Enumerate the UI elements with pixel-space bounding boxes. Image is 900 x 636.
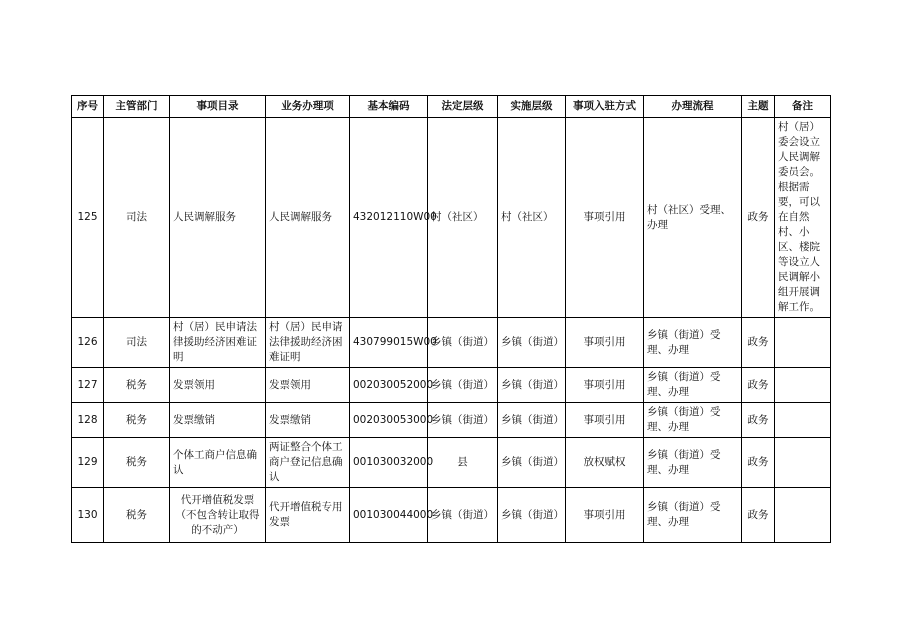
cell-code: 002030052000 [350,368,428,403]
header-item: 业务办理项 [266,96,350,118]
cell-item: 村（居）民申请法律援助经济困难证明 [266,318,350,368]
cell-process: 乡镇（街道）受理、办理 [644,488,742,543]
cell-seq: 127 [72,368,104,403]
cell-dept: 税务 [104,403,170,438]
cell-process: 乡镇（街道）受理、办理 [644,403,742,438]
cell-impl-level: 乡镇（街道） [498,438,566,488]
cell-process: 乡镇（街道）受理、办理 [644,368,742,403]
cell-remark [775,488,831,543]
cell-impl-level: 乡镇（街道） [498,488,566,543]
header-legal-level: 法定层级 [428,96,498,118]
cell-catalog: 人民调解服务 [170,118,266,318]
header-process: 办理流程 [644,96,742,118]
cell-seq: 126 [72,318,104,368]
cell-entry-mode: 事项引用 [566,318,644,368]
cell-process: 乡镇（街道）受理、办理 [644,438,742,488]
cell-legal-level: 乡镇（街道） [428,488,498,543]
cell-process: 乡镇（街道）受理、办理 [644,318,742,368]
cell-code: 432012110W00 [350,118,428,318]
cell-theme: 政务 [742,403,775,438]
cell-theme: 政务 [742,368,775,403]
cell-impl-level: 乡镇（街道） [498,368,566,403]
cell-entry-mode: 事项引用 [566,488,644,543]
cell-seq: 129 [72,438,104,488]
header-row [72,96,831,118]
table-row [72,118,831,318]
cell-impl-level: 乡镇（街道） [498,403,566,438]
cell-entry-mode: 事项引用 [566,403,644,438]
cell-code: 430799015W00 [350,318,428,368]
cell-remark [775,318,831,368]
table-row [72,403,831,438]
cell-legal-level: 乡镇（街道） [428,403,498,438]
cell-remark [775,403,831,438]
table-row [72,438,831,488]
cell-remark [775,368,831,403]
header-impl-level: 实施层级 [498,96,566,118]
table-row [72,318,831,368]
cell-dept: 司法 [104,318,170,368]
cell-legal-level: 村（社区） [428,118,498,318]
cell-dept: 税务 [104,438,170,488]
cell-seq: 128 [72,403,104,438]
cell-theme: 政务 [742,118,775,318]
cell-dept: 司法 [104,118,170,318]
cell-catalog: 村（居）民申请法律援助经济困难证明 [170,318,266,368]
cell-legal-level: 县 [428,438,498,488]
items-table [71,95,831,543]
table-row [72,368,831,403]
cell-legal-level: 乡镇（街道） [428,368,498,403]
cell-item: 发票缴销 [266,403,350,438]
cell-item: 人民调解服务 [266,118,350,318]
cell-legal-level: 乡镇（街道） [428,318,498,368]
cell-impl-level: 乡镇（街道） [498,318,566,368]
header-code: 基本编码 [350,96,428,118]
cell-impl-level: 村（社区） [498,118,566,318]
table-row [72,488,831,543]
cell-entry-mode: 事项引用 [566,368,644,403]
cell-seq: 125 [72,118,104,318]
cell-code: 001030044000 [350,488,428,543]
cell-item: 代开增值税专用发票 [266,488,350,543]
cell-catalog: 发票缴销 [170,403,266,438]
cell-entry-mode: 事项引用 [566,118,644,318]
cell-remark: 村（居）委会设立人民调解委员会。根据需要，可以在自然村、小区、楼院等设立人民调解小组开展调解工作。 [775,118,831,318]
cell-seq: 130 [72,488,104,543]
header-dept: 主管部门 [104,96,170,118]
cell-item: 两证整合个体工商户登记信息确认 [266,438,350,488]
cell-code: 002030053000 [350,403,428,438]
header-catalog: 事项目录 [170,96,266,118]
cell-theme: 政务 [742,438,775,488]
cell-theme: 政务 [742,318,775,368]
cell-dept: 税务 [104,488,170,543]
cell-entry-mode: 放权赋权 [566,438,644,488]
cell-remark [775,438,831,488]
cell-catalog: 代开增值税发票（不包含转让取得的不动产） [170,488,266,543]
header-remark: 备注 [775,96,831,118]
cell-process: 村（社区）受理、办理 [644,118,742,318]
header-entry-mode: 事项入驻方式 [566,96,644,118]
header-seq: 序号 [72,96,104,118]
cell-catalog: 发票领用 [170,368,266,403]
cell-theme: 政务 [742,488,775,543]
header-theme: 主题 [742,96,775,118]
cell-catalog: 个体工商户信息确认 [170,438,266,488]
cell-item: 发票领用 [266,368,350,403]
cell-code: 001030032000 [350,438,428,488]
cell-dept: 税务 [104,368,170,403]
